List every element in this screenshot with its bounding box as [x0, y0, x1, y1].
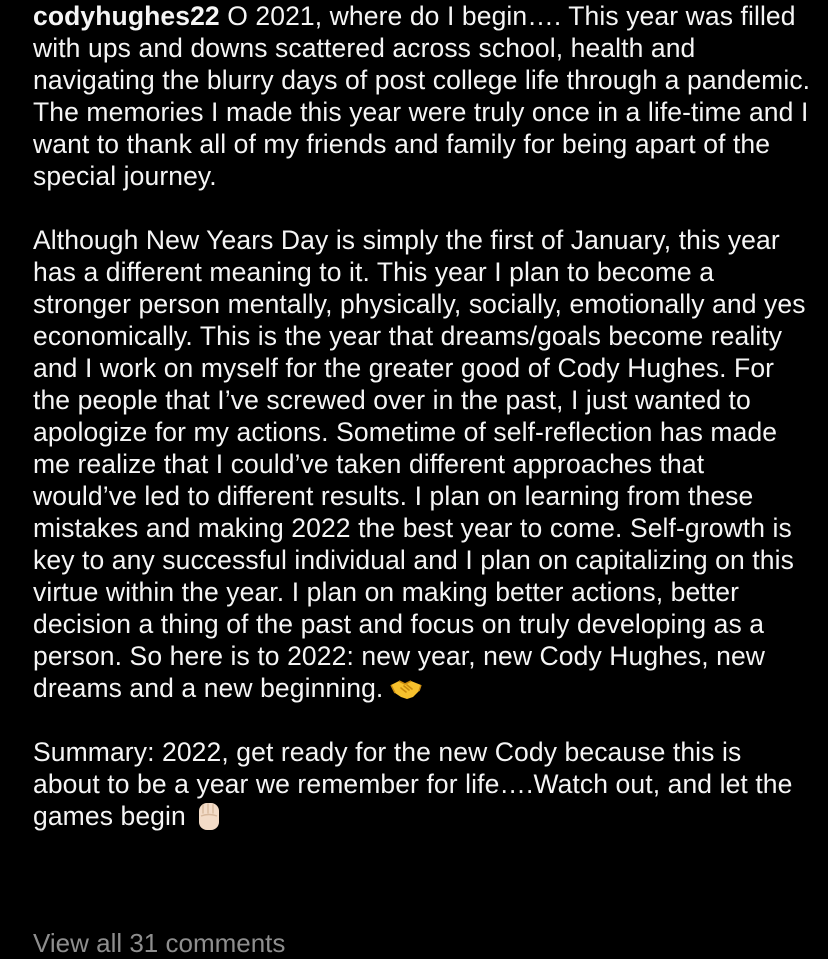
- caption-text-3: Summary: 2022, get ready for the new Cody because this is about to be a year we remember for life….Watch out, and let the games begin: [33, 737, 793, 831]
- caption-paragraph-1: [33, 0, 813, 192]
- handshake-icon: [389, 673, 423, 703]
- raised-fist-icon: [192, 801, 226, 831]
- caption-paragraph-2: [33, 224, 813, 704]
- caption-text-2: Although New Years Day is simply the first of January, this year has a different meaning to it. This year I plan to become a stronger person mentally, physically, socially, emotionally and yes economically. This is the year that dreams/goals become reality and I work on myself for the greater good of Cody Hughes. For the people that I’ve screwed over in the past, I just wanted to apologize for my actions. Sometime of self-reflection has made me realize that I could’ve taken different approaches that would’ve led to different results. I plan on learning from these mistakes and making 2022 the best year to come. Self-growth is key to any successful individual and I plan on capitalizing on this virtue within the year. I plan on making better actions, better decision a thing of the past and focus on truly developing as a person. So here is to 2022: new year, new Cody Hughes, new dreams and a new beginning.: [33, 225, 806, 703]
- post-caption: [33, 0, 813, 832]
- caption-text-1: O 2021, where do I begin…. This year was filled with ups and downs scattered across school, health and navigating the blurry days of post college life through a pandemic. The memories I made this year were truly once in a life-time and I want to thank all of my friends and family for being apart of the special journey.: [33, 1, 811, 191]
- username-link[interactable]: codyhughes22: [33, 1, 220, 31]
- view-all-comments-link[interactable]: View all 31 comments: [33, 928, 286, 958]
- caption-paragraph-3: [33, 736, 813, 832]
